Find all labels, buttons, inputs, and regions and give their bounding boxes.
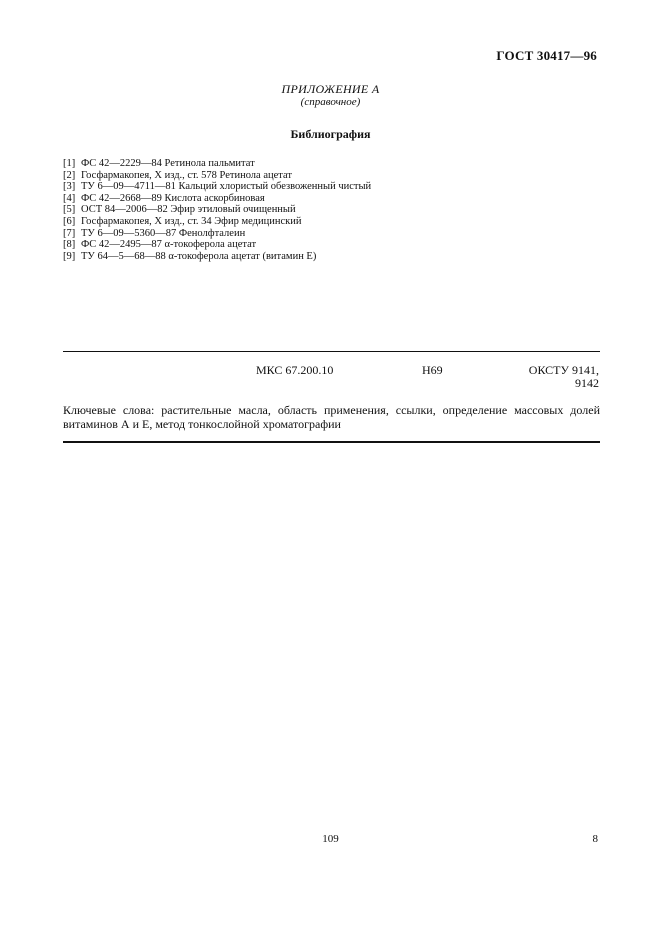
bibliography-item-number: [6] (63, 215, 76, 227)
okstu-line-2: 9142 (575, 376, 599, 390)
bibliography-heading: Библиография (290, 127, 371, 141)
bibliography-item (63, 239, 371, 251)
page-number: 109 (322, 833, 339, 845)
bibliography-item (63, 228, 371, 240)
corner-number: 8 (592, 833, 598, 845)
bibliography-item-number: [3] (63, 181, 76, 193)
appendix-subtitle: (справочное) (300, 96, 361, 108)
bibliography-item-text: ФС 42—2668—89 Кислота аскорбиновая (81, 192, 265, 204)
bibliography-item (63, 181, 371, 193)
divider-top (63, 351, 600, 352)
bibliography-item-number: [4] (63, 192, 76, 204)
bibliography-item-text: ФС 42—2229—84 Ретинола пальмитат (81, 158, 255, 169)
divider-bottom (63, 441, 600, 443)
bibliography-item (63, 216, 371, 228)
bibliography-item-number: [1] (63, 158, 76, 169)
bibliography-item-number: [9] (63, 250, 76, 262)
bibliography-item-number: [7] (63, 227, 76, 239)
bibliography-item-text: ТУ 6—09—5360—87 Фенолфталеин (81, 227, 246, 239)
bibliography-item-number: [8] (63, 239, 76, 251)
okstu-line-1: ОКСТУ 9141, (528, 363, 599, 377)
bibliography-item-number: [5] (63, 204, 76, 216)
bibliography-item-text: ТУ 6—09—4711—81 Кальций хлористый обезвоженный чистый (81, 181, 372, 193)
document-code: ГОСТ 30417—96 (496, 48, 597, 63)
bibliography-item (63, 170, 371, 182)
bibliography-item-text: ФС 42—2495—87 α-токоферола ацетат (81, 239, 257, 251)
okstu-code (529, 364, 599, 390)
bibliography-item-text: Госфармакопея, X изд., ст. 578 Ретинола ацетат (81, 169, 292, 181)
bibliography-item (63, 193, 371, 205)
classification-code: Н69 (422, 363, 443, 377)
bibliography-item-text: ТУ 64—5—68—88 α-токоферола ацетат (витамин Е) (81, 250, 317, 262)
bibliography-item (63, 158, 371, 170)
bibliography-item (63, 251, 371, 263)
mks-code: МКС 67.200.10 (256, 363, 334, 377)
appendix-title: ПРИЛОЖЕНИЕ А (281, 82, 380, 96)
bibliography-item-number: [2] (63, 169, 76, 181)
bibliography-item-text: ОСТ 84—2006—82 Эфир этиловый очищенный (81, 204, 296, 216)
bibliography-list (63, 158, 371, 262)
keywords: Ключевые слова: растительные масла, область применения, ссылки, определение массовых долей витаминов А и Е, метод тонкослойной хроматографии (63, 403, 600, 431)
bibliography-item (63, 204, 371, 216)
bibliography-item-text: Госфармакопея, X изд., ст. 34 Эфир медицинский (81, 215, 302, 227)
